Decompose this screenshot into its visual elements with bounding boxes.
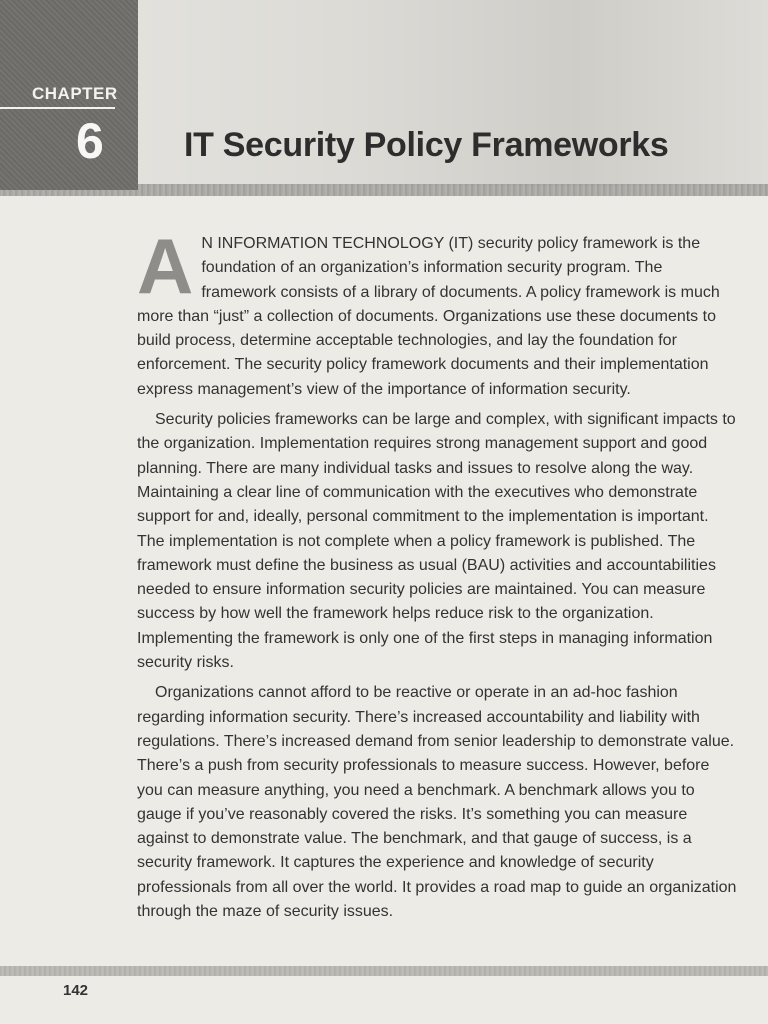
chapter-underline — [0, 107, 115, 109]
paragraph-1 — [137, 222, 737, 402]
paragraph-1-text: N INFORMATION TECHNOLOGY (IT) security policy framework is the foundation of an organization’s information security program. The framework consists of a library of documents. A policy framework is much more than “just” a collection of documents. Organizations use these documents to build process, determine acceptable technologies, and lay the foundation for enforcement. The security policy framework documents and their implementation express management’s view of the importance of information security. — [137, 235, 720, 398]
drop-cap: A — [137, 222, 194, 310]
footer-rule — [0, 966, 768, 976]
paragraph-2: Security policies frameworks can be large and complex, with significant impacts to the organization. Implementation requires strong management support and good planning. There are many individual tasks and issues to resolve along the way. Maintaining a clear line of communication with the executives who demonstrate support for and, ideally, personal commitment to the implementation is important. The implementation is not complete when a policy framework is published. The framework must define the business as usual (BAU) activities and accountabilities needed to ensure information security policies are maintained. You can measure success by how well the framework helps reduce risk to the organization. Implementing the framework is only one of the first steps in managing information security risks. — [137, 411, 736, 672]
paragraph-3: Organizations cannot afford to be reactive or operate in an ad-hoc fashion regarding information security. There’s increased accountability and liability with regulations. There’s increased demand from senior leadership to demonstrate value. There’s a push from security professionals to measure success. However, before you can measure anything, you need a benchmark. A benchmark allows you to gauge if you’ve reasonably covered the risks. It’s something you can measure against to demonstrate value. The benchmark, and that gauge of success, is a security framework. It captures the experience and knowledge of security professionals from all over the world. It provides a road map to guide an organization through the maze of security issues. — [137, 684, 737, 921]
body-text — [137, 222, 737, 930]
chapter-label: CHAPTER — [32, 84, 118, 103]
chapter-box — [0, 0, 138, 190]
chapter-number: 6 — [76, 113, 104, 169]
page-number: 142 — [63, 982, 89, 999]
chapter-title: IT Security Policy Frameworks — [184, 126, 669, 164]
